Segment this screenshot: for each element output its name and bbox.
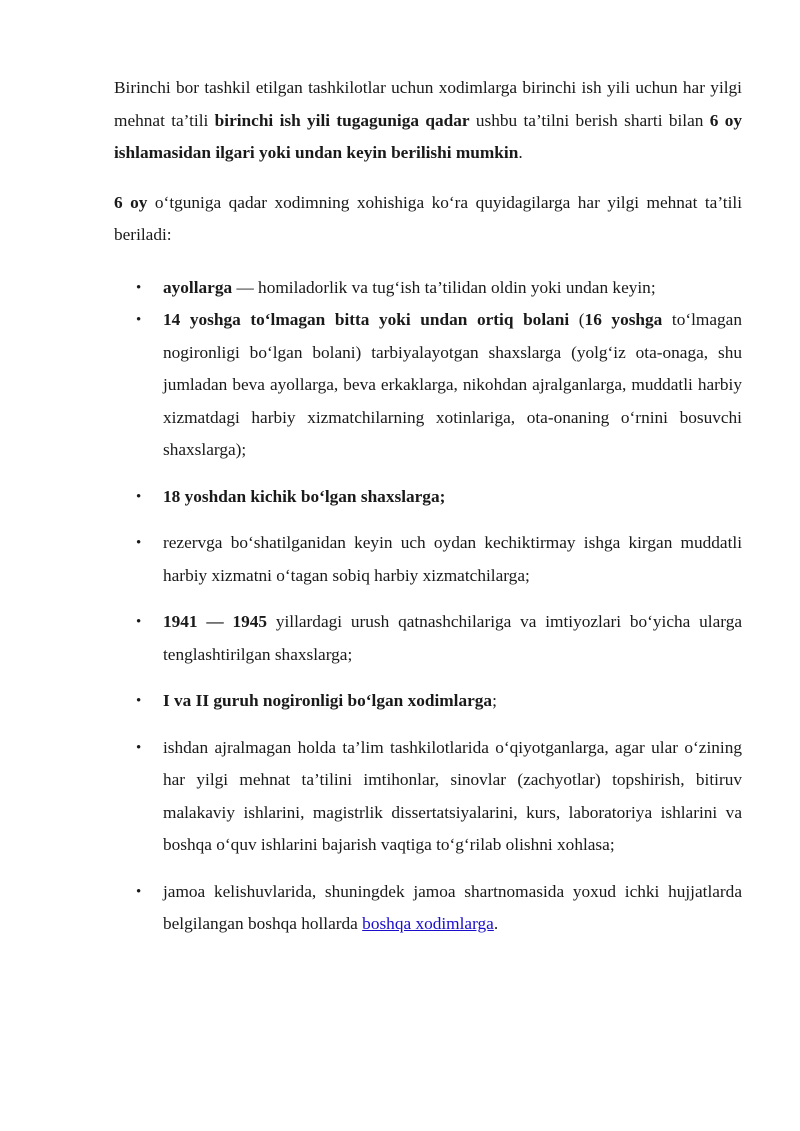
intro-text-3: .: [518, 143, 523, 162]
list-item-bold: 16 yoshga: [584, 310, 663, 329]
intro-text-2: ushbu ta’tilni berish sharti bilan: [469, 110, 710, 130]
condition-bold: 6 oy: [114, 192, 148, 212]
list-item-bold: 1941 — 1945: [163, 612, 268, 631]
bullet-icon: •: [136, 614, 142, 630]
list-item-text: .: [493, 914, 499, 933]
bullet-icon: •: [136, 883, 142, 900]
list-item-bold: ayollarga: [163, 277, 233, 297]
bullet-icon: •: [136, 488, 142, 505]
list-item-text: yillardagi urush qatnashchilariga va imtiyozlari bo‘yicha ularga tenglashtirilgan shaxslarga;: [163, 612, 743, 664]
eligible-list: [114, 272, 742, 941]
bullet-icon: •: [136, 535, 142, 551]
condition-text: o‘tguniga qadar xodimning xohishiga ko‘ra quyidagilarga har yilgi mehnat ta’tili beriladi:: [114, 192, 742, 244]
list-item-text: — homiladorlik va tug‘ish ta’tilidan oldin yoki undan keyin;: [232, 277, 656, 297]
bullet-icon: •: [136, 312, 142, 328]
list-item: [114, 732, 742, 862]
intro-text-1: Birinchi bor tashkil etilgan tashkilotlar uchun xodimlarga birinchi ish yili uchun har yilgi mehnat ta’tili: [114, 78, 742, 130]
bullet-icon: •: [136, 739, 142, 756]
list-item: [114, 481, 742, 514]
list-item-bold: 14 yoshga to‘lmagan bitta yoki undan ortiq bolani: [163, 310, 570, 329]
intro-bold-1: birinchi ish yili tugaguniga qadar: [214, 110, 470, 130]
document-body: [114, 72, 742, 941]
list-item: [114, 876, 742, 941]
list-item-text: ishdan ajralmagan holda ta’lim tashkilotlarida o‘qiyotganlarga, agar ular o‘zining har yilgi mehnat ta’tilini imtihonlar, sinovlar (zachyotlar) topshirish, bitiruv malakaviy ishlarini, magistrlik dissertatsiyalarini, kurs, laboratoriya ishlarini va boshqa o‘quv ishlarini bajarish vaqtiga to‘g‘rilab olishni xohlasa;: [163, 737, 742, 854]
list-item: [114, 685, 742, 718]
list-item-text: (: [569, 310, 585, 329]
list-item-bold: I va II guruh nogironligi bo‘lgan xodimlarga: [163, 691, 493, 710]
list-item: [114, 272, 742, 305]
list-item-text: rezervga bo‘shatilganidan keyin uch oydan kechiktirmay ishga kirgan muddatli harbiy xizmatni o‘tagan sobiq harbiy xizmatchilarga;: [163, 533, 742, 585]
list-item: [114, 527, 742, 592]
list-item-text: jamoa kelishuvlarida, shuningdek jamoa shartnomasida yoxud ichki hujjatlarda belgilangan boshqa hollarda: [163, 881, 742, 933]
list-item-text: to‘lmagan nogironligi bo‘lgan bolani) tarbiyalayotgan shaxslarga (yolg‘iz ota-onaga, shu jumladan beva ayollarga, beva erkaklarga, nikohdan ajralganlarga, muddatli harbiy xizmatdagi harbiy xizmatchilarning xotinlariga, ota-onaning o‘rnini bosuvchi shaxslarga);: [163, 310, 742, 459]
list-item-text: ;: [492, 691, 497, 710]
bullet-icon: •: [136, 693, 142, 709]
condition-paragraph: [114, 187, 742, 252]
list-item-bold: 18 yoshdan kichik bo‘lgan shaxslarga;: [163, 486, 446, 506]
list-item: [114, 304, 742, 467]
intro-bold-2: 6 oy ishlamasidan ilgari yoki undan keyin berilishi mumkin: [114, 110, 743, 162]
bullet-icon: •: [136, 279, 142, 296]
list-item: [114, 606, 742, 671]
other-employees-link[interactable]: boshqa xodimlarga: [362, 914, 494, 933]
intro-paragraph: [114, 72, 742, 170]
